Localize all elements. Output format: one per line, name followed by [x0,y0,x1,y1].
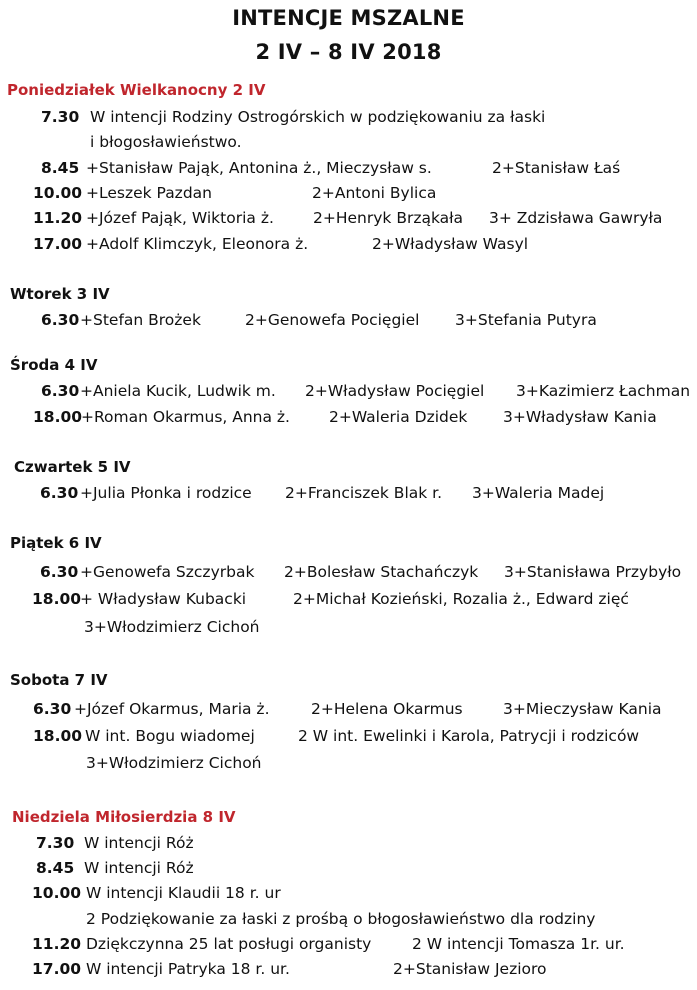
mass-intention: +Józef Pająk, Wiktoria ż. [86,209,274,227]
mass-intention: +Roman Okarmus, Anna ż. [81,408,290,426]
mass-intention: 3+ Zdzisława Gawryła [489,209,663,227]
mass-intention: +Adolf Klimczyk, Eleonora ż. [86,235,309,253]
mass-intention: 2+Antoni Bylica [312,184,437,202]
mass-intention: 2 W int. Ewelinki i Karola, Patrycji i rodziców [298,727,640,745]
mass-intention: +Leszek Pazdan [86,184,212,202]
mass-intention-cont: 3+Włodzimierz Cichoń [84,618,260,636]
mass-intention: 3+Stanisława Przybyło [504,563,682,581]
mass-intention: 3+Władysław Kania [503,408,657,426]
mass-intention: W intencji Patryka 18 r. ur. [86,960,290,978]
mass-intention: 2+Genowefa Pocięgiel [245,311,420,329]
mass-intention: +Stefan Brożek [80,311,201,329]
mass-intention-cont: i błogosławieństwo. [90,133,242,151]
mass-intention: W intencji Klaudii 18 r. ur [86,884,281,902]
day-heading-tuesday: Wtorek 3 IV [10,285,110,303]
mass-intention: +Aniela Kucik, Ludwik m. [80,382,276,400]
mass-intention: 2+Henryk Brząkała [313,209,464,227]
mass-time: 6.30 [41,382,80,400]
mass-time: 7.30 [41,108,80,126]
mass-intention: 2+Stanisław Łaś [492,159,621,177]
date-range: 2 IV – 8 IV 2018 [255,40,442,64]
mass-intention: + Władysław Kubacki [80,590,247,608]
mass-time: 7.30 [36,834,75,852]
mass-intention-cont: 2 Podziękowanie za łaski z prośbą o błogosławieństwo dla rodziny [86,910,596,928]
mass-time: 17.00 [32,960,82,978]
mass-intention: +Józef Okarmus, Maria ż. [74,700,270,718]
mass-intention: 2+Bolesław Stachańczyk [284,563,479,581]
mass-time: 6.30 [41,311,80,329]
mass-intention: 3+Stefania Putyra [455,311,597,329]
mass-intention: 3+Mieczysław Kania [503,700,662,718]
mass-intention: Dziękczynna 25 lat posługi organisty [86,935,372,953]
mass-intention: 2+Waleria Dzidek [329,408,468,426]
mass-time: 17.00 [33,235,83,253]
mass-intention: +Stanisław Pająk, Antonina ż., Mieczysław s. [86,159,432,177]
day-heading-sunday: Niedziela Miłosierdzia 8 IV [12,808,236,826]
mass-intention: +Julia Płonka i rodzice [80,484,252,502]
day-heading-saturday: Sobota 7 IV [10,671,108,689]
mass-time: 8.45 [36,859,75,877]
mass-time: 11.20 [32,935,82,953]
mass-time: 18.00 [32,590,82,608]
mass-intention: 2+Helena Okarmus [311,700,463,718]
mass-time: 18.00 [33,727,83,745]
mass-intention: 3+Kazimierz Łachman [516,382,691,400]
mass-intention: 2+Władysław Wasyl [372,235,529,253]
mass-intention: +Genowefa Szczyrbak [80,563,255,581]
mass-intention: 2+Stanisław Jezioro [393,960,547,978]
mass-intention: 2 W intencji Tomasza 1r. ur. [412,935,625,953]
mass-intention: W intencji Rodziny Ostrogórskich w podziękowaniu za łaski [90,108,546,126]
day-heading-thursday: Czwartek 5 IV [14,458,131,476]
day-heading-wednesday: Środa 4 IV [10,356,98,374]
mass-time: 10.00 [32,884,82,902]
mass-intention: 2+Michał Kozieński, Rozalia ż., Edward zięć [293,590,629,608]
mass-intention: W intencji Róż [84,859,194,877]
mass-intention: 3+Waleria Madej [472,484,605,502]
day-heading-friday: Piątek 6 IV [10,534,102,552]
mass-time: 6.30 [40,484,79,502]
page-title: INTENCJE MSZALNE [232,6,465,30]
mass-time: 11.20 [33,209,83,227]
mass-time: 10.00 [33,184,83,202]
mass-intention: W int. Bogu wiadomej [85,727,255,745]
mass-intention: W intencji Róż [84,834,194,852]
mass-time: 18.00 [33,408,83,426]
mass-time: 6.30 [40,563,79,581]
mass-time: 6.30 [33,700,72,718]
mass-intention: 2+Franciszek Blak r. [285,484,443,502]
mass-time: 8.45 [41,159,80,177]
mass-intention-cont: 3+Włodzimierz Cichoń [86,754,262,772]
mass-intention: 2+Władysław Pocięgiel [305,382,485,400]
day-heading-monday: Poniedziałek Wielkanocny 2 IV [7,81,266,99]
